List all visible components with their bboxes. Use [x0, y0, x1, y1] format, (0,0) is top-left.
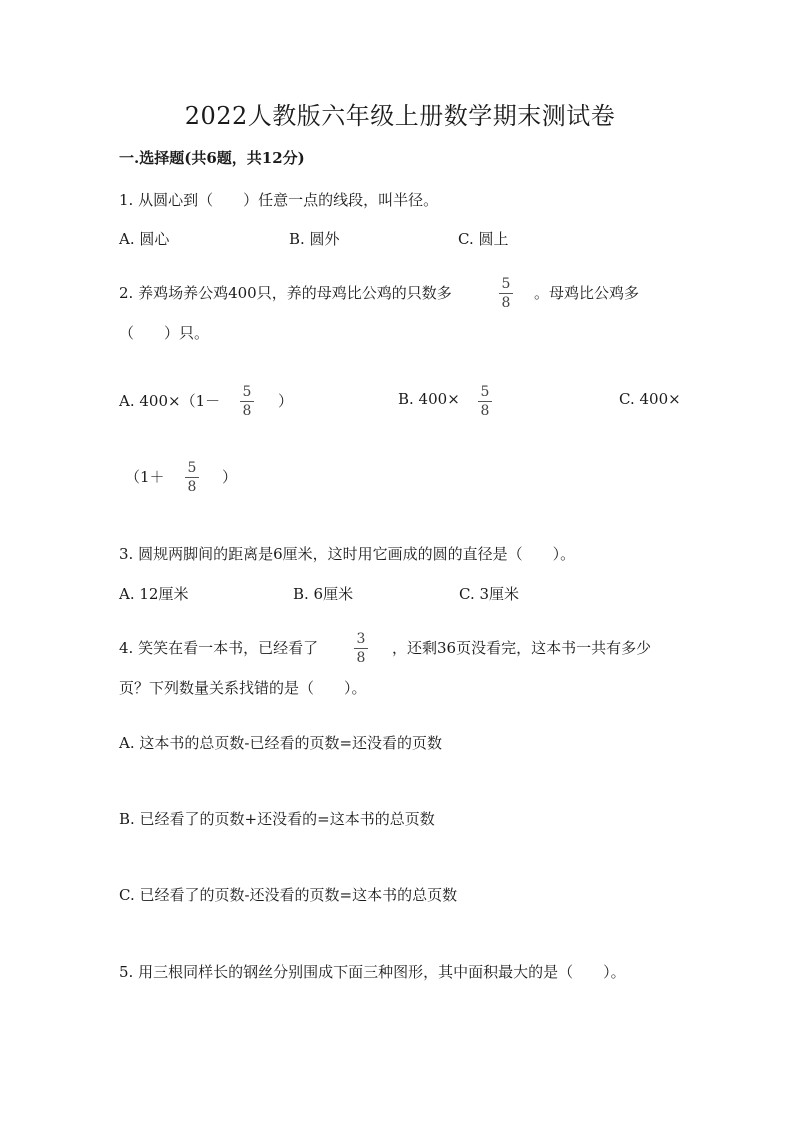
- question-1-option-a: A. 圆心: [119, 230, 170, 248]
- fraction-denominator: 8: [187, 479, 197, 495]
- fraction-denominator: 8: [501, 295, 511, 311]
- question-2-option-c-fraction: [185, 460, 199, 495]
- page-title: 2022人教版六年级上册数学期末测试卷: [184, 102, 616, 130]
- fraction-bar: [185, 477, 199, 478]
- question-1-option-c: C. 圆上: [458, 230, 509, 248]
- question-2-option-a-fraction: [240, 384, 254, 419]
- question-2-fraction: [499, 276, 513, 311]
- question-2-option-c-prefix: C. 400×: [619, 390, 681, 408]
- question-2-option-b-fraction: [478, 384, 492, 419]
- fraction-denominator: 8: [242, 403, 252, 419]
- fraction-numerator: 5: [242, 384, 252, 400]
- fraction-numerator: 5: [187, 460, 197, 476]
- question-1-stem: 1. 从圆心到（ ）任意一点的线段，叫半径。: [119, 191, 439, 209]
- question-3-option-b: B. 6厘米: [293, 585, 354, 603]
- question-5-stem: 5. 用三根同样长的钢丝分别围成下面三种图形，其中面积最大的是（ ）。: [119, 963, 626, 981]
- question-3-stem: 3. 圆规两脚间的距离是6厘米，这时用它画成的圆的直径是（ ）。: [119, 545, 576, 563]
- question-4-stem-part-2: ，还剩36页没看完，这本书一共有多少: [392, 639, 652, 657]
- question-2-option-a-prefix: A. 400×（1－: [119, 392, 221, 410]
- question-4-option-a: A. 这本书的总页数-已经看的页数=还没看的页数: [119, 734, 443, 752]
- section-heading: 一.选择题(共6题，共12分): [119, 149, 305, 167]
- question-2-option-a-suffix: ）: [278, 392, 294, 410]
- question-2-option-b-prefix: B. 400×: [398, 390, 460, 408]
- fraction-bar: [499, 293, 513, 294]
- fraction-numerator: 5: [480, 384, 490, 400]
- question-2-stem-part-1: 2. 养鸡场养公鸡400只，养的母鸡比公鸡的只数多: [119, 284, 452, 302]
- question-2-option-c-line2-prefix: （1＋: [125, 468, 165, 486]
- question-3-option-c: C. 3厘米: [459, 585, 520, 603]
- question-2-stem-part-3: （ ）只。: [119, 324, 210, 342]
- fraction-denominator: 8: [356, 650, 366, 666]
- fraction-denominator: 8: [480, 403, 490, 419]
- fraction-bar: [240, 401, 254, 402]
- fraction-bar: [478, 401, 492, 402]
- question-2-option-c-line2-suffix: ）: [222, 468, 238, 486]
- question-4-stem-part-3: 页？下列数量关系找错的是（ ）。: [119, 679, 367, 697]
- fraction-numerator: 3: [356, 631, 366, 647]
- question-4-option-b: B. 已经看了的页数+还没看的=这本书的总页数: [119, 810, 435, 828]
- question-1-option-b: B. 圆外: [289, 230, 340, 248]
- fraction-numerator: 5: [501, 276, 511, 292]
- question-2-stem-part-2: 。母鸡比公鸡多: [534, 284, 640, 302]
- question-3-option-a: A. 12厘米: [119, 585, 189, 603]
- fraction-bar: [354, 648, 368, 649]
- question-4-fraction: [354, 631, 368, 666]
- question-4-option-c: C. 已经看了的页数-还没看的页数=这本书的总页数: [119, 886, 458, 904]
- question-4-stem-part-1: 4. 笑笑在看一本书，已经看了: [119, 639, 319, 657]
